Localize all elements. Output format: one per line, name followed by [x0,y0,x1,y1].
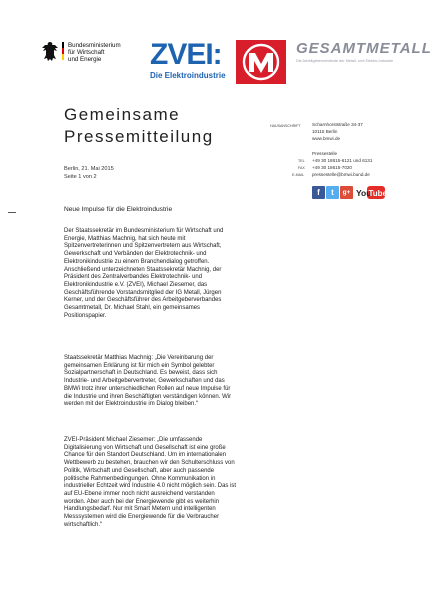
paragraph-machnig-quote [64,355,414,409]
page-count: Seite 1 von 2 [64,173,97,180]
ig-metall-logo [236,40,286,84]
text-line: die Industrie und ihren Beschäftigten verständigen können. Wir [64,393,232,400]
text-line: werden mit der Elektroindustrie im Dialog bleiben.“ [64,401,199,408]
tel-label: TEL [298,159,305,163]
ig-metall-emblem-icon [236,40,286,84]
address-line1: Scharnhorststraße 34-37 [312,122,363,127]
zvei-logo: ZVEI: [150,38,222,71]
gesamtmetall-tagline: Die Arbeitgeberverbände der Metall- und Elektro-Industrie [296,59,394,63]
margin-mark [8,212,16,213]
page-title [64,104,214,148]
text-line: Handlungsbedarf. Nur mit Smart Metern und intelligenten [64,506,216,513]
text-line: Elektronikindustrie zu einem Branchendialog getroffen. [64,258,210,265]
address-label: HAUSANSCHRIFT [270,124,301,128]
website-link[interactable]: www.bmwi.de [312,136,341,141]
twitter-icon[interactable]: t [326,186,339,199]
email-label: E-MAIL [292,173,304,177]
text-line: Staatssekretär Matthias Machnig: „Die Vereinbarung der [64,355,214,361]
text-line: Politik, Wirtschaft und Gesellschaft, aber auch passende [64,467,215,474]
svg-text:Tube: Tube [368,189,388,198]
text-line: ZVEI-Präsident Michael Ziesemer: „Die umfassende [64,437,203,443]
paragraph-ziesemer-quote [64,437,414,529]
bmwi-line2: für Wirtschaft [68,49,105,56]
facebook-icon[interactable]: f [312,186,325,199]
text-line: Positionspapier. [64,312,107,319]
text-line: BMWi trotz ihrer unterschiedlichen Rollen auf neue Impulse für [64,385,231,392]
text-line: auf EU-Ebene immer noch nicht ausreichend verstanden [64,490,215,497]
googleplus-icon[interactable]: g+ [340,186,353,199]
text-line: Energie, Matthias Machnig, hat sich heute mit [64,235,186,242]
german-flag-bar [62,42,64,60]
text-line: worden. Aber auch bei der Energiewende gibt es weiterhin [64,498,220,505]
text-line: gemeinsamen Erklärung ist für mich ein Symbol gelebter [64,362,215,369]
text-line: Digitalisierung von Wirtschaft und Gesellschaft ist eine große [64,444,226,451]
text-line: Anschließend unterzeichneten Staatssekretär Machnig, der [64,266,222,273]
text-line: Gesamtmetall, Dr. Michael Stahl, ein gemeinsames [64,305,201,312]
fax-label: FAX [298,166,305,170]
date-line: Berlin, 21. Mai 2015 [64,166,114,172]
paragraph-intro [64,228,414,320]
text-line: Elektronikindustrie e.V. (ZVEI), Michael Ziesemer, das [64,281,208,288]
email-link[interactable]: pressestelle@bmwi.bund.de [312,172,370,177]
date-block [64,166,114,181]
press-heading: Neue Impulse für die Elektroindustrie [64,206,173,213]
title-line1: Gemeinsame [64,105,181,124]
svg-text:You: You [356,188,372,198]
text-line: industrieller Echtzeit wird Industrie 4.0 nicht möglich sein. Das ist [64,483,237,490]
youtube-icon[interactable] [355,186,388,199]
text-line: Industrie- und Arbeitgebervertreter, Gewerkschaften und das [64,378,225,385]
text-line: Gewerkschaft und Verbänden der Elektrotechnik- und [64,251,207,258]
text-line: Messsystemen wird die Energiewende für die Verbraucher [64,514,220,521]
youtube-logo-icon [355,186,388,199]
federal-eagle-icon [40,40,60,64]
fax-value: +49 30 18615-7020 [312,165,352,170]
title-line2: Pressemitteilung [64,127,214,146]
text-line: Präsident des Zentralverbandes Elektrotechnik- und [64,274,203,281]
text-line: Geschäftsführende Vorstandsmitglied der IG Metall, Jürgen [64,289,222,296]
text-line: politische Rahmenbedingungen. Ohne Kommunikation in [64,475,216,482]
tel-value: +49 30 18615-6121 und 6131 [312,158,373,163]
text-line: wirtschaftlich.“ [64,521,103,528]
gesamtmetall-logo: GESAMTMETALL [296,40,432,57]
press-office-label: Pressestelle [312,151,338,156]
text-line: Chance für den Standort Deutschland. Um im internationalen [64,452,227,459]
address-line2: 10115 Berlin [312,129,338,134]
text-line: Der Staatssekretär im Bundesministerium für Wirtschaft und [64,228,224,234]
text-line: Spitzenvertreterinnen und Spitzenvertretern aus Wirtschaft, [64,243,222,250]
zvei-tagline: Die Elektroindustrie [150,71,226,80]
text-line: Kerner, und der Geschäftsführer des Arbeitgeberverbandes [64,297,222,304]
text-line: Sozialpartnerschaft in Deutschland. Es beweist, dass sich [64,370,218,377]
text-line: Wettbewerb zu bestehen, brauchen wir den Schulterschluss von [64,460,235,467]
bmwi-logo-text [68,42,121,63]
bmwi-line3: und Energie [68,56,102,63]
bmwi-line1: Bundesministerium [68,42,121,49]
